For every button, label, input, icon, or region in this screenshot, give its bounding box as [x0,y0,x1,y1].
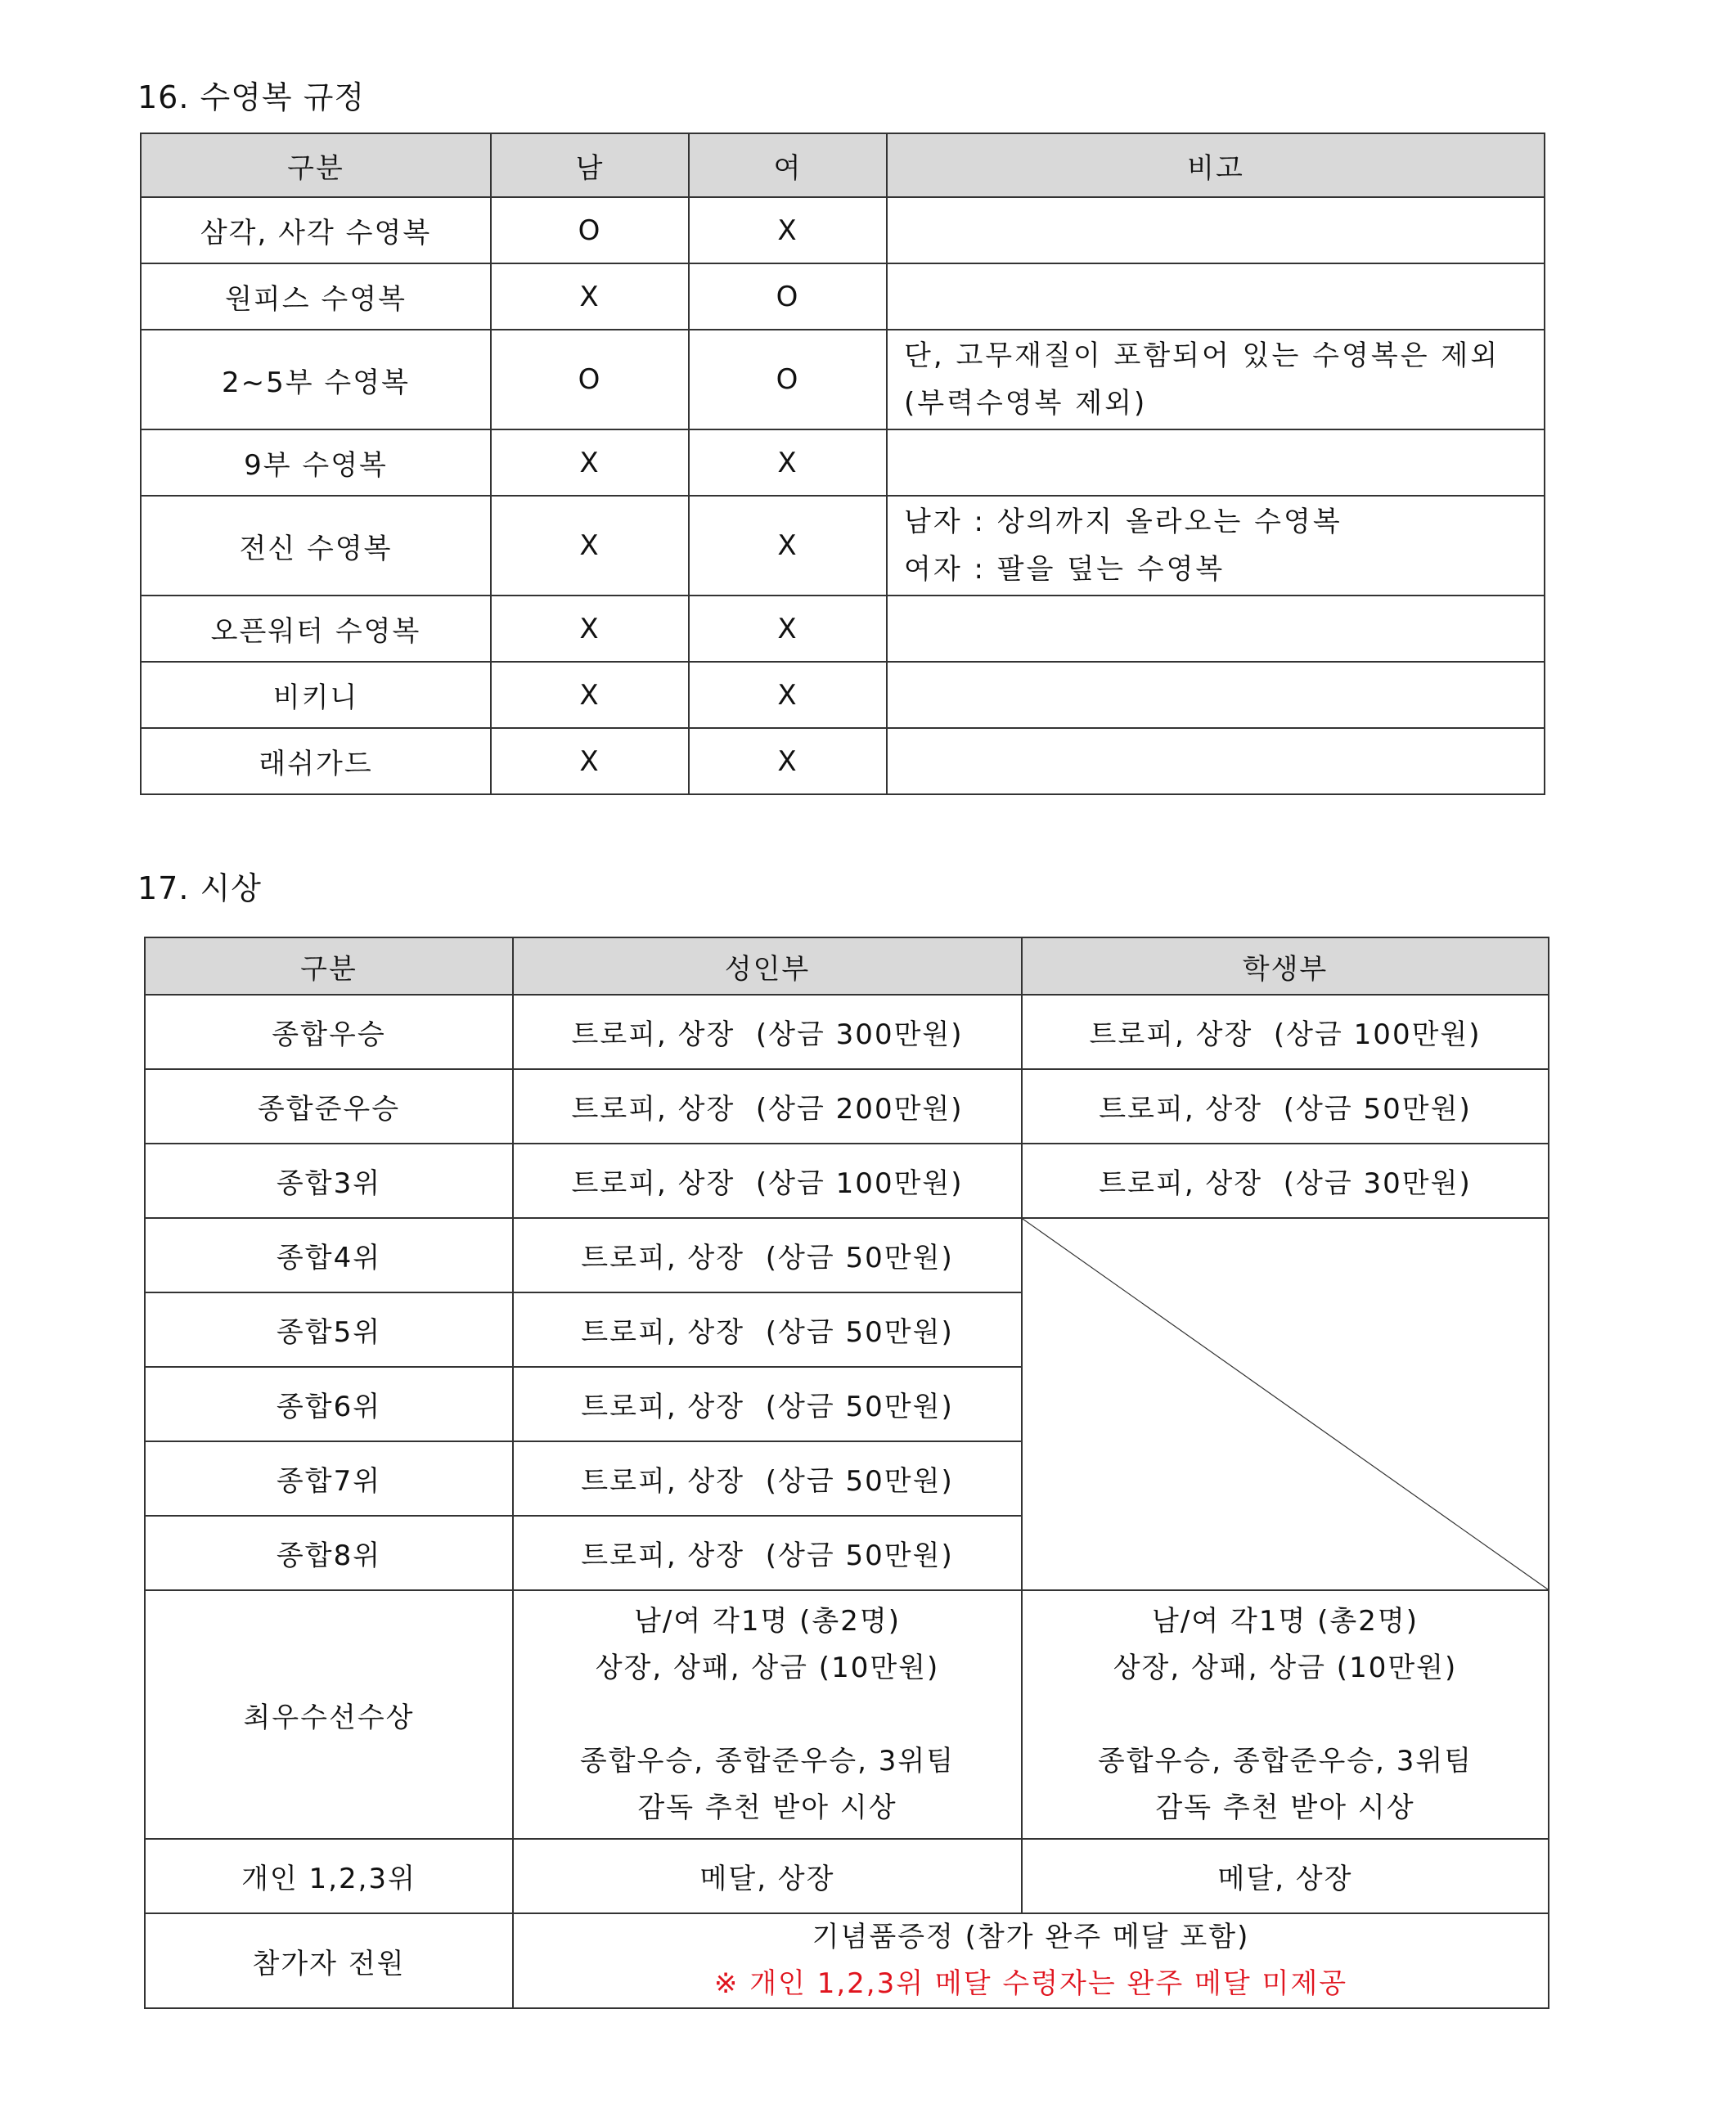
text-line: 감독 추천 받아 시상 [637,1791,897,1824]
header-adult: 성인부 [513,937,1022,995]
spacer [514,1692,1021,1738]
swimsuit-type: 삼각, 사각 수영복 [141,197,491,263]
header-category: 구분 [141,133,491,197]
table-row [145,1913,1549,2008]
student-best-swimmer [1022,1590,1549,1839]
male-allowed: X [491,429,689,496]
table-row [141,197,1545,263]
adult-prize: 트로피, 상장 (상금 100만원) [513,1144,1022,1218]
adult-prize: 트로피, 상장 (상금 50만원) [513,1516,1022,1590]
student-prize: 트로피, 상장 (상금 30만원) [1022,1144,1549,1218]
award-category: 종합8위 [145,1516,513,1590]
text-line: 상장, 상패, 상금 (10만원) [595,1651,940,1684]
award-category: 개인 1,2,3위 [145,1839,513,1913]
text-line: 남/여 각1명 (총2명) [634,1604,901,1638]
female-allowed: X [689,429,887,496]
header-category: 구분 [145,937,513,995]
awards-table [144,937,1549,2009]
text-line: 상장, 상패, 상금 (10만원) [1113,1651,1458,1684]
swimsuit-type: 래쉬가드 [141,728,491,794]
table-row [145,995,1549,1069]
note-cell [887,496,1545,596]
table-row [141,728,1545,794]
swimsuit-type: 원피스 수영복 [141,263,491,330]
text-line: 종합우승, 종합준우승, 3위팀 [1097,1744,1473,1778]
spacer [1023,1692,1548,1738]
note-cell [887,662,1545,728]
text-line: 감독 추천 받아 시상 [1155,1791,1415,1824]
note-line: 단, 고무재질이 포함되어 있는 수영복은 제외 [904,339,1500,372]
swimsuit-type: 2~5부 수영복 [141,330,491,429]
award-category: 종합4위 [145,1218,513,1292]
adult-prize: 트로피, 상장 (상금 50만원) [513,1218,1022,1292]
note-cell [887,596,1545,662]
table-row [141,429,1545,496]
table-header-row [145,937,1549,995]
note-line: 남자 : 상의까지 올라오는 수영복 [904,506,1342,538]
table-row [141,330,1545,429]
award-category: 종합5위 [145,1292,513,1367]
note-cell [887,429,1545,496]
male-allowed: X [491,662,689,728]
swimsuit-type: 전신 수영복 [141,496,491,596]
adult-prize: 트로피, 상장 (상금 200만원) [513,1069,1022,1144]
header-male: 남 [491,133,689,197]
award-category: 참가자 전원 [145,1913,513,2008]
note-line: 여자 : 팔을 덮는 수영복 [904,553,1226,586]
section-16-title: 16. 수영복 규정 [137,79,366,115]
adult-prize: 트로피, 상장 (상금 50만원) [513,1367,1022,1441]
empty-diagonal-cell [1022,1218,1549,1590]
adult-prize: 메달, 상장 [513,1839,1022,1913]
diagonal-line [1023,1219,1548,1589]
note-cell [887,728,1545,794]
male-allowed: O [491,330,689,429]
table-row [145,1069,1549,1144]
swimsuit-type: 비키니 [141,662,491,728]
header-student: 학생부 [1022,937,1549,995]
female-allowed: O [689,330,887,429]
female-allowed: X [689,728,887,794]
female-allowed: X [689,496,887,596]
female-allowed: X [689,596,887,662]
award-category: 종합6위 [145,1367,513,1441]
adult-prize: 트로피, 상장 (상금 300만원) [513,995,1022,1069]
section-17-title: 17. 시상 [137,870,262,906]
award-category: 종합7위 [145,1441,513,1516]
award-category: 종합3위 [145,1144,513,1218]
swimsuit-type: 9부 수영복 [141,429,491,496]
table-row [145,1218,1549,1292]
header-female: 여 [689,133,887,197]
table-header-row [141,133,1545,197]
student-prize: 트로피, 상장 (상금 50만원) [1022,1069,1549,1144]
award-category: 최우수선수상 [145,1590,513,1839]
adult-prize: 트로피, 상장 (상금 50만원) [513,1292,1022,1367]
participants-prize [513,1913,1549,2008]
female-allowed: X [689,662,887,728]
table-row [141,596,1545,662]
note-line: (부력수영복 제외) [904,387,1148,420]
table-row [145,1839,1549,1913]
swimsuit-type: 오픈워터 수영복 [141,596,491,662]
adult-prize: 트로피, 상장 (상금 50만원) [513,1441,1022,1516]
swimsuit-rules-table [140,133,1545,795]
award-category: 종합준우승 [145,1069,513,1144]
medal-warning: ※ 개인 1,2,3위 메달 수령자는 완주 메달 미제공 [713,1967,1348,2000]
student-prize: 트로피, 상장 (상금 100만원) [1022,995,1549,1069]
table-row [145,1144,1549,1218]
note-cell [887,197,1545,263]
table-row [141,662,1545,728]
female-allowed: X [689,197,887,263]
student-prize: 메달, 상장 [1022,1839,1549,1913]
award-category: 종합우승 [145,995,513,1069]
text-line: 남/여 각1명 (총2명) [1152,1604,1419,1638]
male-allowed: X [491,728,689,794]
adult-best-swimmer [513,1590,1022,1839]
souvenir-line: 기념품증정 (참가 완주 메달 포함) [812,1921,1250,1953]
header-note: 비고 [887,133,1545,197]
male-allowed: X [491,596,689,662]
note-cell [887,263,1545,330]
table-row [145,1590,1549,1839]
female-allowed: O [689,263,887,330]
male-allowed: X [491,263,689,330]
table-row [141,263,1545,330]
text-line: 종합우승, 종합준우승, 3위팀 [579,1744,956,1778]
male-allowed: X [491,496,689,596]
table-row [141,496,1545,596]
note-cell [887,330,1545,429]
male-allowed: O [491,197,689,263]
